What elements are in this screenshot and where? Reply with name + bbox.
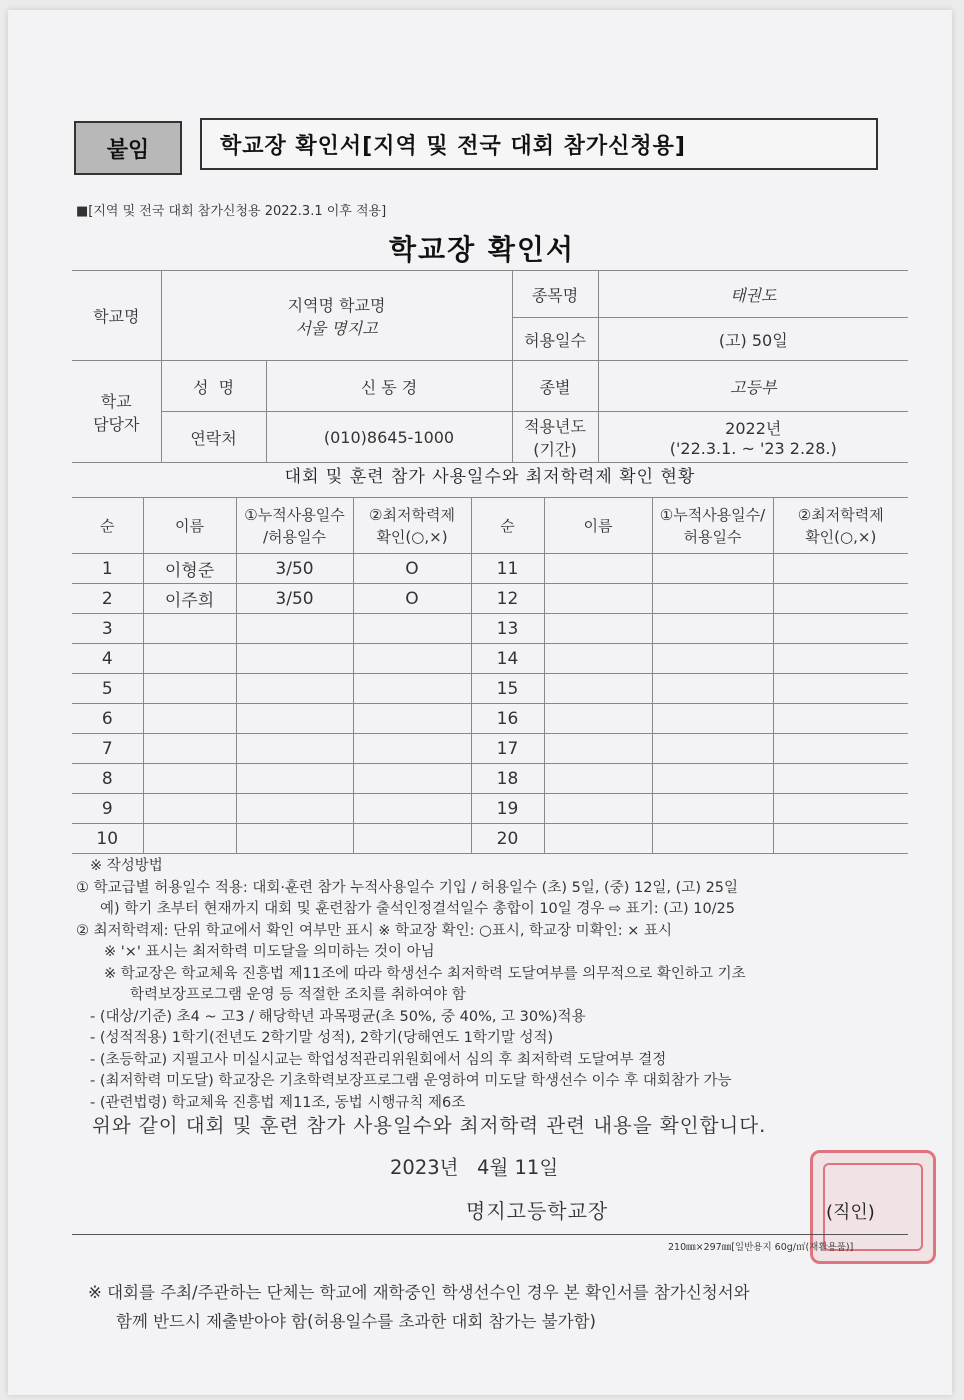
table-row [72,614,908,644]
header-check-right [773,498,908,554]
row-name [143,644,236,674]
note-line: - (관련법령) 학교체육 진흥법 제11조, 동법 시행규칙 제6조 [90,1094,466,1111]
row-no: 5 [72,674,143,704]
school-value: 서울 명지고 [295,318,378,338]
row-check [353,824,471,854]
footnote [88,1278,908,1336]
row-days-right [652,674,773,704]
row-check-right [773,704,908,734]
header-days [236,498,353,554]
row-name-right [544,734,652,764]
row-no: 6 [72,704,143,734]
table-row [72,764,908,794]
row-name-right [544,824,652,854]
footnote-line: 함께 반드시 제출받아야 함(허용일수를 초과한 대회 참가는 불가함) [116,1312,596,1331]
note-line: ① 학교급별 허용일수 적용: 대회·훈련 참가 누적사용일수 기입 / 허용일수 (초) 5일, (중) 12일, (고) 25일 [76,879,739,896]
header-days-right-line1: ①누적사용일수/ [659,505,766,524]
row-check [353,794,471,824]
row-no-right: 13 [471,614,544,644]
table-row [72,824,908,854]
row-days: 3/50 [236,554,353,584]
row-name-right [544,704,652,734]
row-days-right [652,824,773,854]
name-value: 신 동 경 [266,361,512,412]
row-name: 이주희 [143,584,236,614]
row-name-right [544,554,652,584]
header-name: 이름 [143,498,236,554]
row-name-right [544,614,652,644]
principal-name: 명지고등학교장 [466,1199,609,1223]
row-check-right [773,794,908,824]
row-check-right [773,584,908,614]
row-days [236,704,353,734]
header-no: 순 [72,498,143,554]
table-row [72,734,908,764]
table-row [72,704,908,734]
confirmation-statement: 위와 같이 대회 및 훈련 참가 사용일수와 최저학력 관련 내용을 확인합니다. [92,1114,767,1137]
allowed-value: (고) 50일 [598,318,908,361]
row-days [236,764,353,794]
note-line: ※ '×' 표시는 최저학력 미도달을 의미하는 것이 아님 [104,944,435,960]
divider [72,1234,908,1235]
row-name-right [544,674,652,704]
contact-value: (010)8645-1000 [266,412,512,463]
writing-guide [76,856,916,1114]
row-days: 3/50 [236,584,353,614]
row-name [143,734,236,764]
table-row [72,794,908,824]
row-no-right: 19 [471,794,544,824]
table-row [72,644,908,674]
row-name [143,674,236,704]
row-no-right: 14 [471,644,544,674]
header-days-right [652,498,773,554]
note-line: 예) 학기 초부터 현재까지 대회 및 훈련참가 출석인정결석일수 총합이 10일 경우 ⇨ 표기: (고) 10/25 [100,901,736,917]
row-name-right [544,764,652,794]
year-label-line1: 적용년도 [524,417,586,436]
header-name-right: 이름 [544,498,652,554]
row-check [353,704,471,734]
row-no-right: 15 [471,674,544,704]
sport-label: 종목명 [512,271,598,318]
row-no: 1 [72,554,143,584]
table-row [72,584,908,614]
row-check [353,734,471,764]
header-check-right-line2: 확인(○,×) [805,527,877,546]
row-days [236,674,353,704]
row-days-right [652,794,773,824]
row-days [236,794,353,824]
year-label [512,412,598,463]
category-value: 고등부 [598,361,908,412]
row-name [143,764,236,794]
row-check [353,614,471,644]
row-name [143,704,236,734]
issue-date: 2023년 4월 11일 [390,1156,559,1179]
row-days [236,734,353,764]
header-no-right: 순 [471,498,544,554]
header-check-right-line1: ②최저학력제 [797,505,884,524]
row-check-right [773,734,908,764]
row-check [353,674,471,704]
row-no: 7 [72,734,143,764]
row-no: 4 [72,644,143,674]
row-name-right [544,644,652,674]
note-line: 학력보장프로그램 운영 등 적절한 조치를 취하여야 함 [130,987,466,1003]
row-check: O [353,554,471,584]
document-heading: 학교장 확인서[지역 및 전국 대회 참가신청용] [200,118,878,170]
category-label: 종별 [512,361,598,412]
row-name-right [544,584,652,614]
row-name [143,614,236,644]
year-label-line2: (기간) [533,440,577,459]
attachment-tag: 붙임 [74,121,182,175]
row-days [236,824,353,854]
year-value-line1: 2022년 [725,419,782,438]
row-no-right: 16 [471,704,544,734]
roster-table [72,497,908,854]
row-name [143,824,236,854]
header-days-right-line2: 허용일수 [683,527,742,546]
note-line: ※ 작성방법 [90,858,163,874]
row-no: 8 [72,764,143,794]
header-check-line2: 확인(○,×) [376,527,448,546]
row-days-right [652,734,773,764]
paper-size-note: 210㎜×297㎜[일반용지 60g/㎡(재활용품)] [668,1242,854,1253]
allowed-label: 허용일수 [512,318,598,361]
note-line: ※ 학교장은 학교체육 진흥법 제11조에 따라 학생선수 최저학력 도달여부를 의무적으로 확인하고 기초 [104,965,746,982]
row-no-right: 11 [471,554,544,584]
row-name [143,794,236,824]
row-days-right [652,644,773,674]
row-days-right [652,704,773,734]
row-days-right [652,764,773,794]
table-row [72,554,908,584]
school-head: 지역명 학교명 [287,295,386,315]
contact-label: 연락처 [161,412,266,463]
row-no: 10 [72,824,143,854]
header-days-line2: /허용일수 [262,527,326,546]
staff-label [72,361,161,463]
sport-value: 태권도 [598,271,908,318]
seal-label: (직인) [826,1202,875,1223]
row-name: 이형준 [143,554,236,584]
note-line: - (최저학력 미도달) 학교장은 기초학력보장프로그램 운영하여 미도달 학생선수 이수 후 대회참가 가능 [90,1073,732,1089]
row-no-right: 12 [471,584,544,614]
table-row [72,674,908,704]
row-check: O [353,584,471,614]
row-days [236,644,353,674]
staff-label-line2: 담당자 [93,414,140,434]
staff-label-line1: 학교 [100,391,132,411]
roster-title: 대회 및 훈련 참가 사용일수와 최저학력제 확인 현황 [284,467,696,487]
row-no: 2 [72,584,143,614]
row-days-right [652,584,773,614]
footnote-line: ※ 대회를 주최/주관하는 단체는 학교에 재학중인 학생선수인 경우 본 확인서를 참가신청서와 [88,1283,750,1302]
row-name-right [544,794,652,824]
row-check-right [773,554,908,584]
row-check-right [773,674,908,704]
row-no-right: 18 [471,764,544,794]
row-no: 9 [72,794,143,824]
header-check [353,498,471,554]
note-line: - (초등학교) 지필고사 미실시교는 학업성적관리위원회에서 심의 후 최저학력 도달여부 결정 [90,1051,667,1068]
row-days [236,614,353,644]
name-label: 성 명 [161,361,266,412]
note-line: - (성적적용) 1학기(전년도 2학기말 성적), 2학기(당해연도 1학기말 성적) [90,1030,554,1046]
note-line: ② 최저학력제: 단위 학교에서 확인 여부만 표시 ※ 학교장 확인: ○표시, 학교장 미확인: × 표시 [76,922,672,939]
row-check-right [773,824,908,854]
school-cell [161,271,512,361]
row-days-right [652,614,773,644]
row-no-right: 20 [471,824,544,854]
row-check [353,644,471,674]
row-no-right: 17 [471,734,544,764]
row-days-right [652,554,773,584]
header-days-line1: ①누적사용일수 [244,505,345,524]
row-no: 3 [72,614,143,644]
row-check-right [773,614,908,644]
page-title: 학교장 확인서 [388,233,576,266]
school-label: 학교명 [72,271,161,361]
row-check-right [773,644,908,674]
note-line: - (대상/기준) 초4 ~ 고3 / 해당학년 과목평균(초 50%, 중 40%, 고 30%)적용 [90,1008,586,1025]
year-value [598,412,908,463]
row-check-right [773,764,908,794]
row-check [353,764,471,794]
apply-note: ■[지역 및 전국 대회 참가신청용 2022.3.1 이후 적용] [76,204,387,219]
year-value-line2: ('22.3.1. ~ '23 2.28.) [669,439,837,458]
info-table [72,270,908,463]
header-check-line1: ②최저학력제 [369,505,455,524]
